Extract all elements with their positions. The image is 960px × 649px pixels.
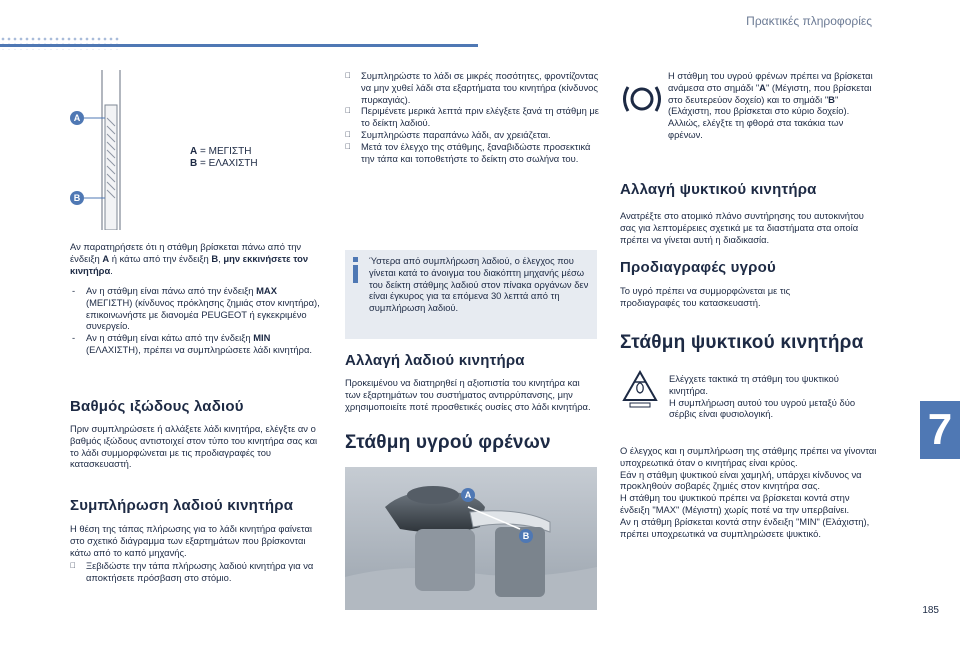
- section-title: Πρακτικές πληροφορίες: [746, 14, 872, 28]
- intro-part-3: ,: [218, 252, 224, 264]
- legend-a-text: = ΜΕΓΙΣΤΗ: [197, 146, 252, 157]
- dipstick-intro-text: [70, 241, 325, 276]
- heading-coolant-level: Στάθμη ψυκτικού κινητήρα: [620, 332, 864, 353]
- legend-b-letter: B: [190, 158, 198, 169]
- refill-bullet: Περιμένετε μερικά λεπτά πριν ελέγξετε ξανά τη στάθμη με το δείκτη λαδιού.: [361, 105, 599, 129]
- info-note-box: [345, 250, 597, 339]
- heading-fluid-spec: Προδιαγραφές υγρού: [620, 259, 776, 276]
- oil-refill-bullets: [345, 70, 603, 164]
- heading-brake-fluid: Στάθμη υγρού φρένων: [345, 432, 551, 453]
- paragraph-brake-change: Ανατρέξτε στο ατομικό πλάνο συντήρησης του αυτοκινήτου σας για λεπτομέρειες σχετικά με τα διαστήματα στα οποία πρέπει να γίνεται αυτή η διαδικασία.: [620, 210, 864, 245]
- intro-marker-b: B: [211, 252, 219, 264]
- level-dash-list: [70, 285, 325, 356]
- brake-warning-icon: [622, 79, 662, 119]
- dash-item-max: [70, 285, 325, 332]
- dash-min-pre: Αν η στάθμη είναι κάτω από την ένδειξη: [86, 332, 254, 344]
- brake-level-text: [668, 70, 876, 141]
- dash-max-bold: MAX: [256, 285, 277, 296]
- intro-part-1: Αν παρατηρήσετε ότι η στάθμη βρίσκεται πάνω από την ένδειξη: [70, 241, 302, 264]
- heading-brake-change: Αλλαγή ψυκτικού κινητήρα: [620, 181, 817, 198]
- brake-text-2: " (Μέγιστη, που βρίσκεται στο δευτερεύον δοχείο) και το σημάδι ": [668, 81, 872, 105]
- brake-text-3: " (Ελάχιστη, που βρίσκεται στο κύριο δοχείο). Αλλιώς, ελέγξτε τη φθορά στα τακάκια των φρένων.: [668, 93, 850, 140]
- brake-text-1: Η στάθμη του υγρού φρένων πρέπει να βρίσκεται ανάμεσα στο σημάδι ": [668, 70, 873, 93]
- heading-viscosity: Βαθμός ιξώδους λαδιού: [70, 398, 244, 415]
- coolant-warning-icon: [622, 370, 658, 408]
- header-dots-decoration: [0, 36, 120, 50]
- chapter-tab: 7: [920, 401, 960, 459]
- dipstick-illustration: [70, 70, 150, 230]
- paragraph-coolant: Ο έλεγχος και η συμπλήρωση της στάθμης πρέπει να γίνονται υποχρεωτικά όταν ο κινητήρας είναι κρύος. Εάν η στάθμη ψυκτικού είναι χαμηλή, υπάρχει κίνδυνος να προκληθούν σοβαρές ζημιές στον κινητήρα σας. Η στάθμη του ψυκτικού πρέπει να βρίσκεται κοντά στην ένδειξη "MAX" (Μέγιστη) χωρίς ποτέ να την υπερβαίνει. Αν η στάθμη βρίσκεται κοντά στην ένδειξη "MIN" (Ελάχιστη), πρέπει υποχρεωτικά να συμπληρώσετε ψυκτικό.: [620, 445, 877, 539]
- paragraph-oil-topup: Η θέση της τάπας πλήρωσης για το λάδι κινητήρα φαίνεται στο σχετικό διάγραμμα των εξαρτημάτων που βρίσκονται κάτω από το καπό μηχανής.: [70, 523, 312, 558]
- brake-fluid-reservoir-photo: [345, 467, 597, 610]
- coolant-check-text: Ελέγχετε τακτικά τη στάθμη του ψυκτικού κινητήρα. Η συμπλήρωση αυτού του υγρού μεταξύ δύο σέρβις είναι φυσιολογική.: [669, 373, 856, 420]
- intro-warning: μην εκκινήσετε τον κινητήρα: [70, 252, 309, 276]
- dash-max-pre: Αν η στάθμη είναι πάνω από την ένδειξη: [86, 285, 257, 296]
- photo-marker-b: B: [519, 529, 533, 543]
- header-rule: [0, 44, 478, 47]
- info-icon: [351, 257, 361, 283]
- intro-part-4: .: [110, 264, 113, 276]
- paragraph-fluid-spec: Το υγρό πρέπει να συμμορφώνεται με τις προδιαγραφές του κατασκευαστή.: [620, 285, 791, 308]
- heading-oil-change: Αλλαγή λαδιού κινητήρα: [345, 352, 525, 369]
- brake-mark-b: B: [828, 93, 835, 105]
- refill-bullet: Συμπληρώστε το λάδι σε μικρές ποσότητες, φροντίζοντας να μην χυθεί λάδι στα εξαρτήματα του κινητήρα (κίνδυνος πυρκαγιάς).: [361, 70, 599, 105]
- oil-topup-bullets: [70, 560, 328, 584]
- dash-min-post: (ΕΛΑΧΙΣΤΗ), πρέπει να συμπληρώσετε λάδι κινητήρα.: [86, 343, 313, 355]
- legend-b-text: = ΕΛΑΧΙΣΤΗ: [197, 158, 258, 169]
- dipstick-legend: [190, 146, 258, 170]
- paragraph-oil-change: Προκειμένου να διατηρηθεί η αξιοπιστία του κινητήρα και των εξαρτημάτων του συστήματος αντιρρύπανσης, μην χρησιμοποιείτε ποτέ προσθετικές ουσίες στο λάδι κινητήρα.: [345, 377, 591, 412]
- dash-item-min: [70, 332, 325, 356]
- intro-part-2: ή κάτω από την ένδειξη: [109, 252, 212, 264]
- dash-min-bold: MIN: [253, 332, 271, 344]
- topup-bullet: Ξεβιδώστε την τάπα πλήρωσης λαδιού κινητήρα για να αποκτήσετε πρόσβαση στο στόμιο.: [86, 560, 314, 583]
- info-note-text: Ύστερα από συμπλήρωση λαδιού, ο έλεγχος που γίνεται κατά το άνοιγμα του διακόπτη μηχανής μέσω του δείκτη στάθμης λαδιού στον πίνακα οργάνων δεν είναι έγκυρος για τα επόμενα 30 λεπτά από τη συμπλήρωση λαδιού.: [369, 255, 589, 314]
- dipstick-marker-a: A: [70, 111, 84, 125]
- page-number: 185: [922, 605, 939, 616]
- dipstick-drawing: [70, 70, 150, 230]
- dash-max-post: (ΜΕΓΙΣΤΗ) (κίνδυνος πρόκλησης ζημιάς στον κινητήρα), επικοινωνήστε με διανομέα PEUGEOT ή εγκεκριμένο συνεργείο.: [86, 296, 320, 332]
- legend-a-letter: A: [190, 146, 198, 157]
- refill-bullet: Μετά τον έλεγχο της στάθμης, ξαναβιδώστε προσεκτικά την τάπα και τοποθετήστε το δείκτη στο σωλήνα του.: [361, 140, 591, 164]
- dipstick-marker-b: B: [70, 191, 84, 205]
- intro-marker-a: A: [102, 252, 110, 264]
- paragraph-viscosity: Πριν συμπληρώσετε ή αλλάξετε λάδι κινητήρα, ελέγξτε αν ο βαθμός ιξώδους αντιστοιχεί στον τύπο του κινητήρα σας και το λάδι συμμορφώνεται με τις προδιαγραφές του κατασκευαστή.: [70, 423, 318, 470]
- heading-oil-topup: Συμπλήρωση λαδιού κινητήρα: [70, 497, 294, 514]
- refill-bullet: Συμπληρώστε παραπάνω λάδι, αν χρειάζεται.: [361, 128, 551, 140]
- brake-mark-a: A: [759, 81, 766, 93]
- photo-marker-a: A: [461, 488, 475, 502]
